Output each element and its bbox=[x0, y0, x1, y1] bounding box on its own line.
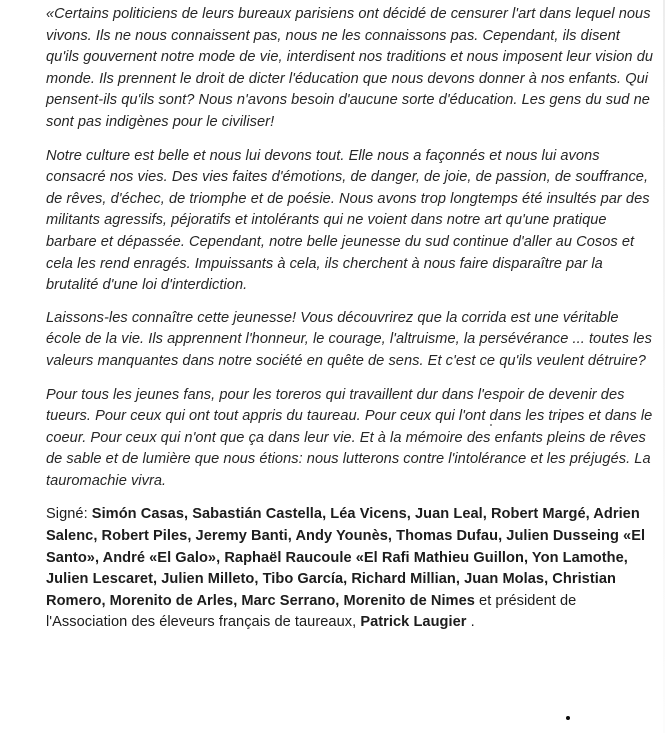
scan-speck bbox=[490, 424, 492, 426]
association-text: et président de l'Association des éleveurs français de taureaux, bbox=[46, 592, 577, 631]
paragraph-2: Notre culture est belle et nous lui devons tout. Elle nous a façonnés et nous lui avons consacré nos vies. Des vies faites d'émotions, de danger, de joie, de passion, de souffrance, de rêves, d'échec, de triomphe et de poésie. Nous avons trop longtemps été insultés par des militants agressifs, péjoratifs et intolérants qui ne voient dans notre art qu'une pratique barbare et dépassée. Cependant, notre belle jeunesse du sud continue d'aller au Cosos et cela les rend enragés. Impuissants à cela, ils cherchent à nous faire disparaître par la brutalité d'une loi d'interdiction. bbox=[46, 147, 650, 294]
paragraph-1: «Certains politiciens de leurs bureaux parisiens ont décidé de censurer l'art dans lequel nous vivons. Ils ne nous connaissent pas, nous ne les connaissons pas. Cependant, ils disent qu'ils gouvernent notre mode de vie, interdisent nos traditions et nous imposent leur vision du monde. Ils prennent le droit de dicter l'éducation que nous devons donner à nos enfants. Qui pensent-ils qu'ils sont? Nous n'avons besoin d'aucune sorte d'éducation. Les gens du sud ne sont pas indigènes pour le civiliser! bbox=[46, 6, 654, 130]
president-name: Patrick Laugier bbox=[360, 614, 467, 631]
signature-end: . bbox=[466, 614, 475, 631]
scan-speck bbox=[566, 716, 570, 720]
signature-label: Signé: bbox=[46, 506, 92, 523]
letter-body bbox=[46, 4, 654, 634]
paragraph-3: Laissons-les connaître cette jeunesse! Vous découvrirez que la corrida est une véritable école de la vie. Ils apprennent l'honneur, le courage, l'altruisme, la persévérance ... toutes les valeurs manquantes dans notre société en quête de sens. Et c'est ce qu'ils veulent détruire? bbox=[46, 309, 652, 369]
signature-block bbox=[46, 504, 654, 634]
signatory-names: Simón Casas, Sabastián Castella, Léa Vicens, Juan Leal, Robert Margé, Adrien Salenc, Robert Piles, Jeremy Banti, Andy Younès, Thomas Dufau, Julien Dusseing «El Santo», André «El Galo», Raphaël Raucoule «El Rafi Mathieu Guillon, Yon Lamothe, Julien Lescaret, Julien Milleto, Tibo García, Richard Millian, Juan Molas, Christian Romero, Morenito de Arles, Marc Serrano, Morenito de Nimes bbox=[46, 506, 646, 609]
paragraph-4: Pour tous les jeunes fans, pour les toreros qui travaillent dur dans l'espoir de devenir des tueurs. Pour ceux qui ont tout appris du taureau. Pour ceux qui l'ont dans les tripes et dans le coeur. Pour ceux qui n'ont que ça dans leur vie. Et à la mémoire des enfants pleins de rêves de sable et de lumière que nous étions: nous lutterons contre l'intolérance et les préjugés. La tauromachie vivra. bbox=[46, 386, 653, 489]
